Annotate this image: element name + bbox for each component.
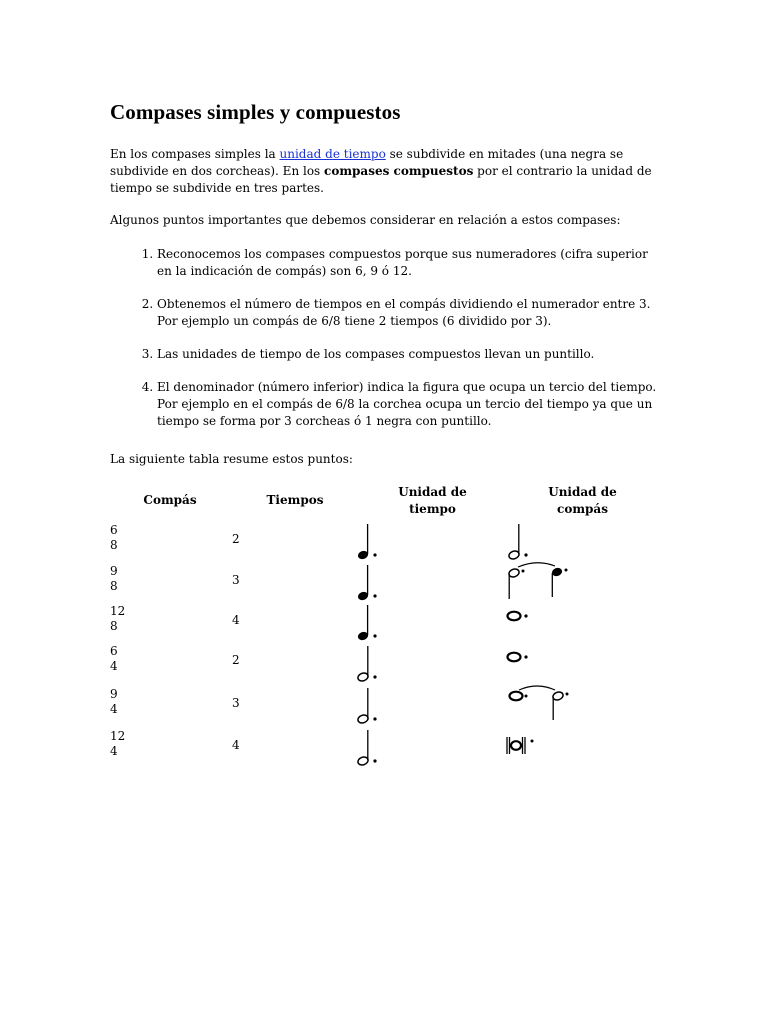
- points-list: [110, 246, 665, 446]
- numerator: 9: [110, 687, 118, 701]
- dotted-half-note-icon: [354, 686, 384, 726]
- header-unidad-compas: Unidad de compás: [548, 485, 617, 516]
- numerator: 9: [110, 564, 118, 578]
- tiempos-value: 3: [232, 573, 240, 587]
- points-intro: Algunos puntos importantes que debemos considerar en relación a estos compases:: [110, 213, 621, 227]
- unidad-de-tiempo-link[interactable]: unidad de tiempo: [279, 147, 386, 161]
- denominator: 8: [110, 619, 118, 633]
- time-signature: [110, 687, 118, 717]
- time-signature: [110, 604, 125, 634]
- dotted-half-note-icon: [505, 522, 535, 562]
- dotted-whole-note-icon: [505, 606, 535, 626]
- time-signature: [110, 564, 118, 594]
- dotted-breve-note-icon: [505, 734, 539, 758]
- denominator: 8: [110, 579, 118, 593]
- list-item: 1. Reconocemos los compases compuestos porque sus numeradores (cifra superior en la indicación de compás) son 6, 9 ó 12.: [157, 246, 665, 280]
- list-item: 3. Las unidades de tiempo de los compases compuestos llevan un puntillo.: [157, 346, 665, 363]
- tied-dotted-whole-and-dotted-half-icon: [505, 684, 575, 724]
- numerator: 12: [110, 604, 126, 618]
- header-compas: Compás: [143, 493, 197, 507]
- intro-text-3: por el contrario la unidad de tiempo se subdivide en tres partes.: [110, 164, 652, 195]
- dotted-quarter-note-icon: [354, 522, 384, 562]
- numerator: 6: [110, 523, 118, 537]
- compases-table: [110, 484, 670, 784]
- tiempos-value: 4: [232, 738, 240, 752]
- intro-text-1: En los compases simples la: [110, 147, 280, 161]
- tied-dotted-half-and-dotted-quarter-icon: [505, 561, 575, 601]
- dotted-quarter-note-icon: [354, 563, 384, 603]
- header-unidad-tiempo: Unidad de tiempo: [398, 485, 467, 516]
- time-signature: [110, 729, 125, 759]
- tiempos-value: 2: [232, 653, 240, 667]
- intro-text-2: se subdivide en mitades (una negra se subdivide en dos corcheas). En los: [110, 147, 624, 178]
- table-intro: La siguiente tabla resume estos puntos:: [110, 452, 353, 466]
- dotted-half-note-icon: [354, 728, 384, 768]
- denominator: 8: [110, 538, 118, 552]
- numerator: 6: [110, 644, 118, 658]
- time-signature: [110, 644, 118, 674]
- dotted-whole-note-icon: [505, 647, 535, 667]
- denominator: 4: [110, 659, 118, 673]
- time-signature: [110, 523, 118, 553]
- tiempos-value: 4: [232, 613, 240, 627]
- intro-bold-text: compases compuestos: [324, 164, 474, 178]
- list-item: 2. Obtenemos el número de tiempos en el compás dividiendo el numerador entre 3. Por ejemplo un compás de 6/8 tiene 2 tiempos (6 dividido por 3).: [157, 296, 665, 330]
- intro-paragraph: [110, 146, 665, 197]
- denominator: 4: [110, 702, 118, 716]
- tiempos-value: 2: [232, 532, 240, 546]
- dotted-quarter-note-icon: [354, 603, 384, 643]
- header-tiempos: Tiempos: [266, 493, 324, 507]
- denominator: 4: [110, 744, 118, 758]
- page-title: Compases simples y compuestos: [110, 100, 401, 124]
- numerator: 12: [110, 729, 126, 743]
- tiempos-value: 3: [232, 696, 240, 710]
- document-page: [110, 100, 670, 758]
- list-item: 4. El denominador (número inferior) indica la figura que ocupa un tercio del tiempo. Por ejemplo en el compás de 6/8 la corchea ocupa un tercio del tiempo ya que un tiempo se forma por 3 corcheas ó 1 negra con puntillo.: [157, 379, 665, 430]
- dotted-half-note-icon: [354, 644, 384, 684]
